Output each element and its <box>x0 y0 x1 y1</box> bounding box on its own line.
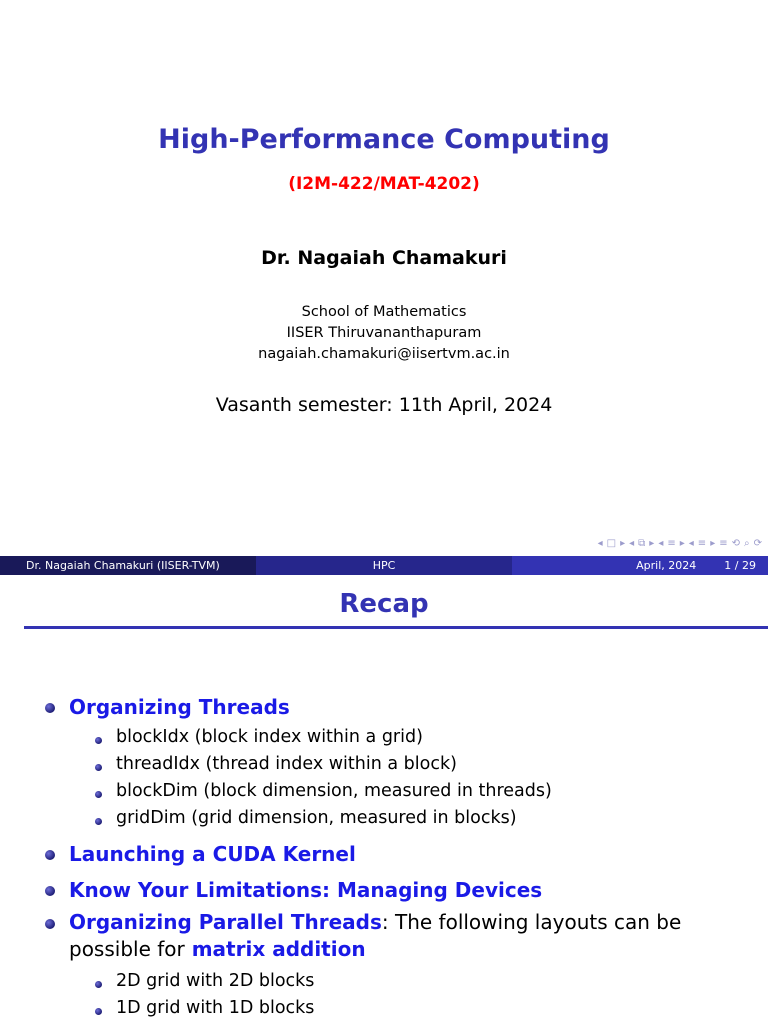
recap-title: Recap <box>339 589 429 619</box>
nav-prev-section-icon[interactable]: ◂ <box>658 537 664 549</box>
sub-list-item: threadIdx (thread index within a block) <box>116 754 457 774</box>
sub-list-item: gridDim (grid dimension, measured in blocks) <box>116 808 517 828</box>
title-rule <box>24 626 768 629</box>
sub-list-item: blockIdx (block index within a grid) <box>116 727 423 747</box>
nav-section-icon[interactable]: ≡ <box>667 537 676 549</box>
bullet-icon <box>45 703 55 713</box>
nav-next-subsection-icon[interactable]: ▸ <box>649 537 655 549</box>
list-item: Launching a CUDA Kernel <box>69 842 356 866</box>
beamer-navigation <box>598 536 762 550</box>
footer-date-page <box>512 556 768 575</box>
sub-bullet-icon <box>95 1008 102 1015</box>
footer-short-title: HPC <box>256 556 512 575</box>
nav-next-section-icon[interactable]: ▸ <box>679 537 685 549</box>
nav-forward-icon[interactable]: ⟳ <box>753 537 762 549</box>
sub-bullet-icon <box>95 981 102 988</box>
list-item <box>69 909 739 963</box>
nav-next-frame-icon[interactable]: ▸ <box>620 537 626 549</box>
list-item: Know Your Limitations: Managing Devices <box>69 878 543 902</box>
nav-search-icon[interactable]: ⌕ <box>744 537 750 549</box>
nav-prev-doc-icon[interactable]: ◂ <box>688 537 694 549</box>
sub-bullet-icon <box>95 737 102 744</box>
presentation-date: Vasanth semester: 11th April, 2024 <box>215 394 553 416</box>
footer-author: Dr. Nagaiah Chamakuri (IISER-TVM) <box>0 556 256 575</box>
recap-slide <box>0 575 768 1024</box>
institute-line-email[interactable]: nagaiah.chamakuri@iisertvm.ac.in <box>258 346 510 362</box>
footer-page-number: 1 / 29 <box>724 559 756 572</box>
nav-doc-icon[interactable]: ≡ <box>697 537 707 549</box>
list-item-suffix: : The following layouts can be possible for <box>69 910 682 961</box>
nav-appendix-icon[interactable]: ≡ <box>719 537 728 549</box>
nav-next-doc-icon[interactable]: ▸ <box>710 537 716 549</box>
bullet-icon <box>45 919 55 929</box>
institute-line-school: School of Mathematics <box>301 304 467 320</box>
institute-block <box>0 302 768 365</box>
course-code: (I2M-422/MAT-4202) <box>288 174 480 194</box>
nav-prev-frame-icon[interactable]: ◂ <box>597 537 603 549</box>
list-item: Organizing Threads <box>69 695 290 719</box>
author-name: Dr. Nagaiah Chamakuri <box>261 247 507 269</box>
sub-bullet-icon <box>95 818 102 825</box>
nav-frame-icon[interactable]: □ <box>606 537 617 549</box>
sub-list-item: 2D grid with 2D blocks <box>116 971 315 991</box>
bullet-icon <box>45 886 55 896</box>
bullet-icon <box>45 850 55 860</box>
list-item-emphasis: matrix addition <box>191 937 366 961</box>
slide-footer <box>0 556 768 575</box>
nav-back-icon[interactable]: ⟲ <box>731 537 740 549</box>
nav-subsection-icon[interactable]: ⧉ <box>638 537 646 549</box>
list-item-label: Organizing Parallel Threads <box>69 910 382 934</box>
footer-date: April, 2024 <box>636 559 697 572</box>
slide-title: High-Performance Computing <box>158 124 610 155</box>
sub-list-item: 1D grid with 1D blocks <box>116 998 315 1018</box>
sub-bullet-icon <box>95 764 102 771</box>
sub-list-item: blockDim (block dimension, measured in threads) <box>116 781 552 801</box>
institute-line-name: IISER Thiruvananthapuram <box>286 325 482 341</box>
sub-bullet-icon <box>95 791 102 798</box>
nav-prev-subsection-icon[interactable]: ◂ <box>629 537 635 549</box>
